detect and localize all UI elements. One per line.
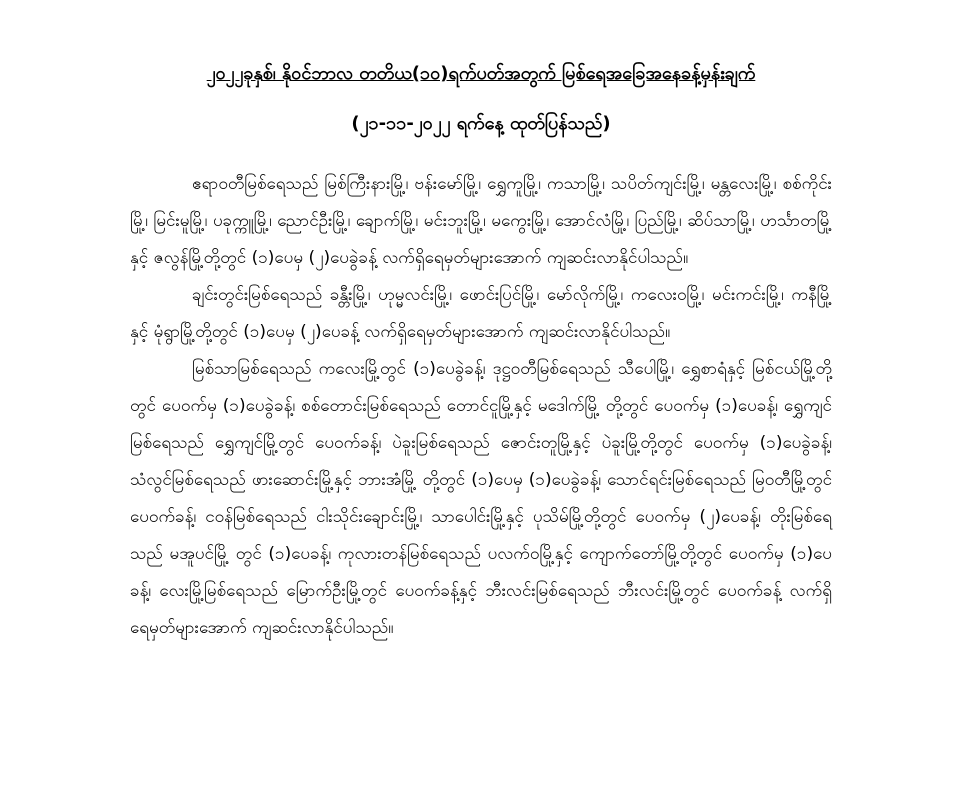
paragraph-chindwin: ချင်းတွင်းမြစ်ရေသည် ခန္တီးမြို့၊ ဟုမ္မလင်းမြို့၊ ဖောင်းပြင်မြို့၊ မော်လိုက်မြို့၊ ကလေးဝမြို့၊ မင်းကင်းမြို့၊ ကနီမြို့နှင့် မုံရွာမြို့တို့တွင် (၁)ပေမှ (၂)ပေခန့် လက်ရှိရေမှတ်များအောက် ကျဆင်းလာနိုင်ပါသည်။ xyxy=(130,285,832,342)
document-subtitle: (၂၁-၁၁-၂၀၂၂ ရက်နေ့ ထုတ်ပြန်သည်) xyxy=(351,113,611,134)
paragraph-ayeyarwady: ဧရာဝတီမြစ်ရေသည် မြစ်ကြီးနားမြို့၊ ဗန်းမော်မြို့၊ ရွှေကူမြို့၊ ကသာမြို့၊ သပိတ်ကျင်းမြို့၊ မန္တလေးမြို့၊ စစ်ကိုင်းမြို့၊ မြင်းမူမြို့၊ ပခုက္ကူမြို့၊ ညောင်ဦးမြို့၊ ချောက်မြို့၊ မင်းဘူးမြို့၊ မကွေးမြို့၊ အောင်လံမြို့၊ ပြည်မြို့၊ ဆိပ်သာမြို့၊ ဟင်္သာတမြို့နှင့် ဇလွန်မြို့တို့တွင် (၁)ပေမှ (၂)ပေခွဲခန့် လက်ရှိရေမှတ်များအောက် ကျဆင်းလာနိုင်ပါသည်။ xyxy=(130,174,832,268)
document-title: ၂၀၂၂ခုနှစ်၊ နိုဝင်ဘာလ တတိယ(၁၀)ရက်ပတ်အတွက် မြစ်ရေအခြေအနေခန့်မှန်းချက် xyxy=(206,63,756,84)
paragraph-other-rivers: မြစ်သာမြစ်ရေသည် ကလေးမြို့တွင် (၁)ပေခွဲခန့်၊ ဒုဋ္ဌဝတီမြစ်ရေသည် သီပေါမြို့၊ ရွှေစာရံနှင့် မြစ်ငယ်မြို့တို့တွင် ပေဝက်မှ (၁)ပေခွဲခန့်၊ စစ်တောင်းမြစ်ရေသည် တောင်ငူမြို့နှင့် မဒေါက်မြို့ တို့တွင် ပေဝက်မှ (၁)ပေခန့်၊ ရွှေကျင်မြစ်ရေသည် ရွှေကျင်မြို့တွင် ပေဝက်ခန့်၊ ပဲခူးမြစ်ရေသည် ဇောင်းတူမြို့နှင့် ပဲခူးမြို့တို့တွင် ပေဝက်မှ (၁)ပေခွဲခန့်၊ သံလွင်မြစ်ရေသည် ဖားဆောင်းမြို့နှင့် ဘားအံမြို့ တို့တွင် (၁)ပေမှ (၁)ပေခွဲခန့်၊ သောင်ရင်းမြစ်ရေသည် မြဝတီမြို့တွင် ပေဝက်ခန့်၊ ငဝန်မြစ်ရေသည် ငါးသိုင်းချောင်းမြို့၊ သာပေါင်းမြို့နှင့် ပုသိမ်မြို့တို့တွင် ပေဝက်မှ (၂)ပေခန့်၊ တိုးမြစ်ရေသည် မအူပင်မြို့ တွင် (၁)ပေခန့်၊ ကုလားတန်မြစ်ရေသည် ပလက်ဝမြို့နှင့် ကျောက်တော်မြို့တို့တွင် ပေဝက်မှ (၁)ပေခန့်၊ လေးမြို့မြစ်ရေသည် မြောက်ဦးမြို့တွင် ပေဝက်ခန့်နှင့် ဘီးလင်းမြစ်ရေသည် ဘီးလင်းမြို့တွင် ပေဝက်ခန့် လက်ရှိရေမှတ်များအောက် ကျဆင်းလာနိုင်ပါသည်။ xyxy=(130,359,832,638)
